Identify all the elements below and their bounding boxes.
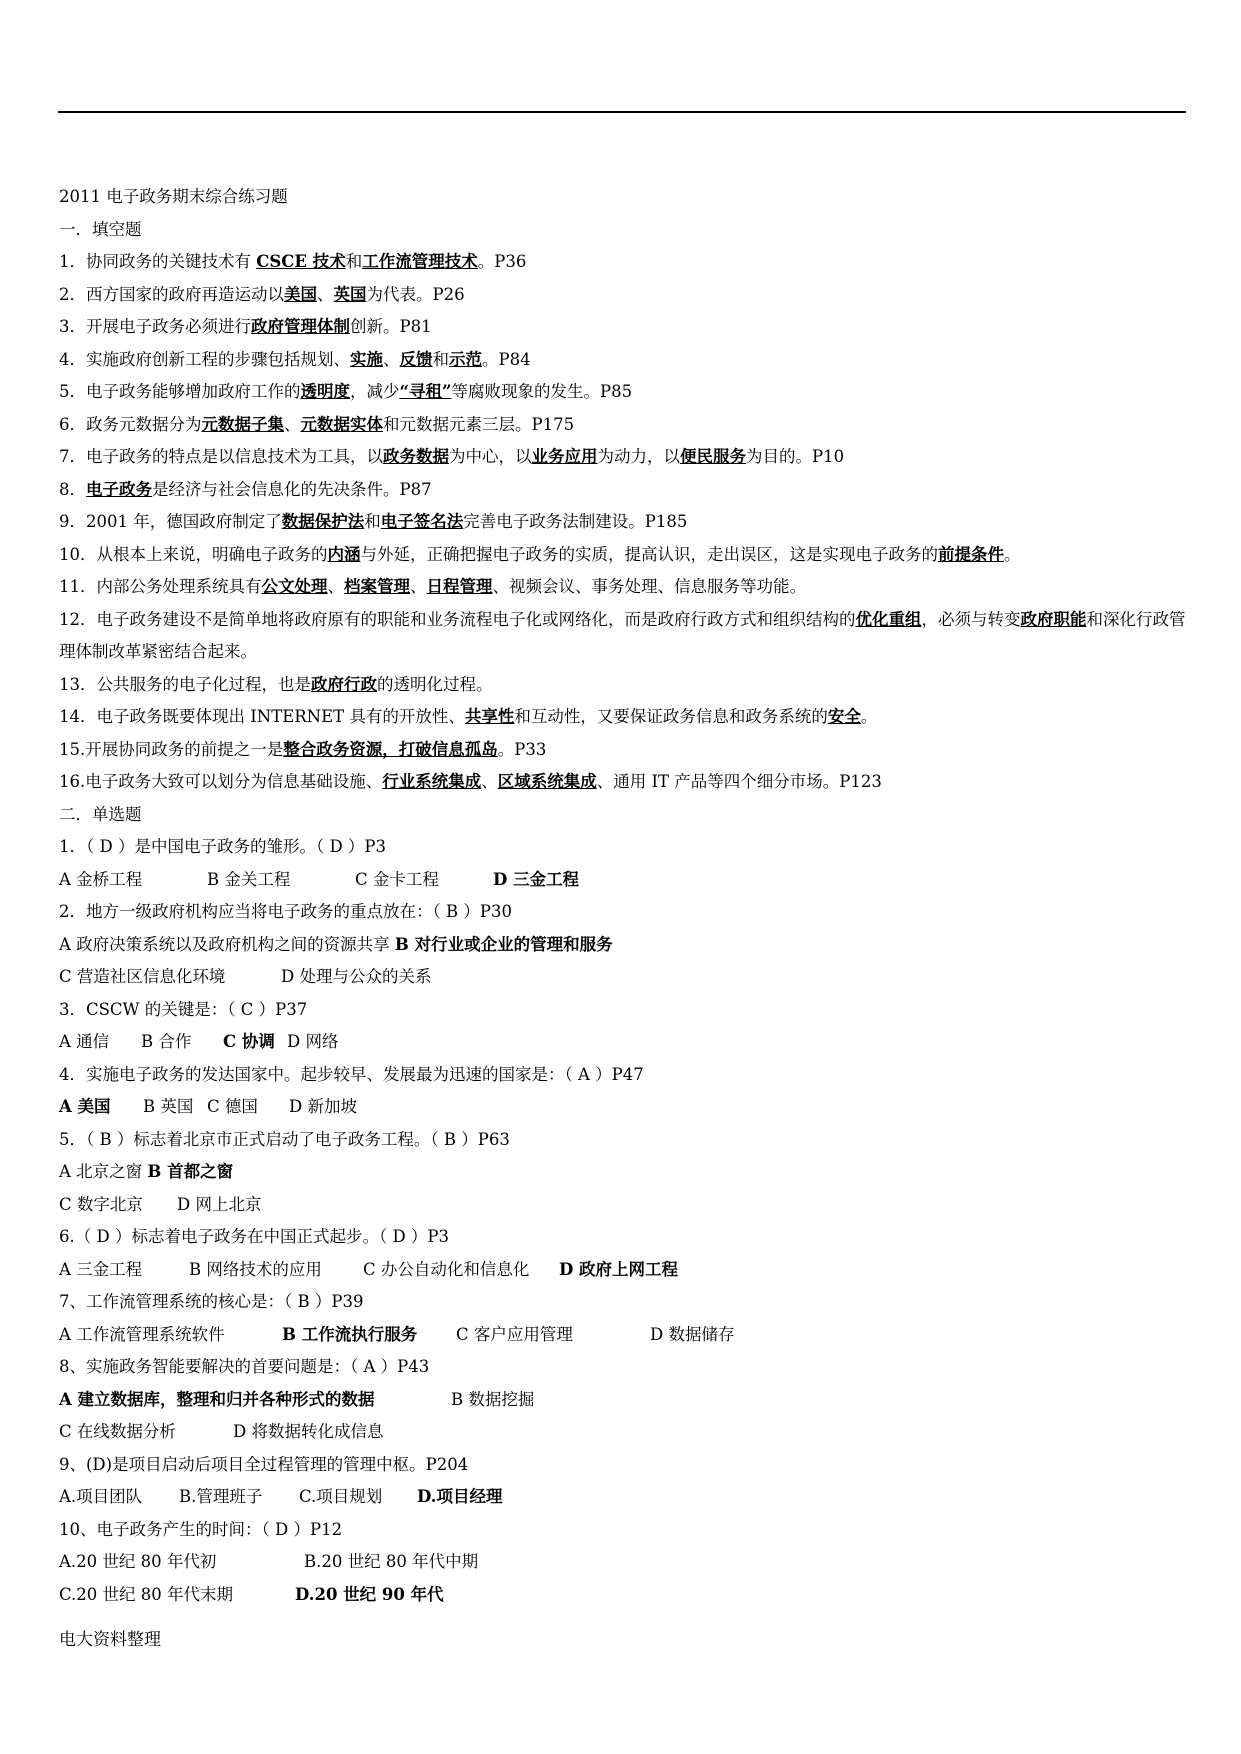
text-run: 、: [327, 577, 344, 596]
text-run: 、: [284, 414, 301, 434]
option-a: A 金桥工程: [59, 869, 143, 889]
header-rule: [58, 111, 1186, 113]
text-run: 与外延，正确把握电子政务的实质，提高认识，走出误区，这是实现电子政务的: [360, 544, 938, 564]
option-d: D 将数据转化成信息: [233, 1422, 384, 1441]
fill-question-14: [59, 701, 1189, 734]
option-a-correct: A 美国: [59, 1097, 111, 1116]
option-c-correct: C 协调: [223, 1032, 275, 1051]
fill-question-11: [59, 571, 1189, 604]
choice-options-5a: [59, 1156, 1189, 1189]
option-d-correct: D 三金工程: [493, 869, 580, 889]
text-run: 为代表。P26: [366, 284, 465, 304]
option-b: B 英国: [143, 1097, 194, 1116]
text-run: 15.开展协同政务的前提之一是: [59, 739, 284, 759]
answer: 实施: [350, 349, 383, 369]
answer: 内涵: [327, 544, 361, 564]
text-run: 和元数据元素三层。P175: [383, 414, 575, 434]
section-heading-single-choice: 二．单选题: [59, 804, 142, 824]
text-run: 9．2001 年，德国政府制定了: [59, 512, 282, 531]
choice-options-6: [59, 1254, 1189, 1287]
fill-question-15: [59, 734, 1189, 767]
option-b-correct: B 工作流执行服务: [282, 1324, 418, 1344]
option-d: D 网络: [287, 1032, 339, 1051]
text-run: 为目的。P10: [746, 447, 845, 466]
fill-question-4: [59, 344, 1189, 377]
answer: 档案管理: [344, 577, 410, 596]
choice-question-1: 1．（ D ）是中国电子政务的雏形。（ D ）P3: [59, 837, 387, 856]
option-b-correct: B 对行业或企业的管理和服务: [394, 934, 613, 954]
option-d-correct: D.项目经理: [417, 1487, 503, 1506]
answer: 英国: [333, 284, 367, 304]
text-run: 、视频会议、事务处理、信息服务等功能。: [492, 577, 806, 596]
text-run: 、: [383, 349, 400, 369]
text-run: 和: [364, 512, 381, 531]
choice-question-9: 9、(D)是项目启动后项目全过程管理的管理中枢。P204: [59, 1454, 469, 1474]
option-d-correct: D 政府上网工程: [559, 1259, 679, 1279]
text-run: 1．协同政务的关键技术有: [59, 252, 257, 271]
fill-question-6: [59, 409, 1189, 442]
fill-question-5: [59, 376, 1189, 409]
choice-options-9: [59, 1481, 1189, 1514]
option-b-correct: B 首都之窗: [147, 1162, 234, 1181]
doc-title: 2011 电子政务期末综合练习题: [59, 187, 288, 206]
text-run: 。: [860, 707, 878, 726]
option-d-correct: D.20 世纪 90 年代: [295, 1584, 444, 1604]
choice-question-10: 10、电子政务产生的时间：（ D ）P12: [59, 1519, 343, 1539]
text-run: 和互动性，又要保证政务信息和政务系统的: [514, 707, 828, 726]
choice-options-3: [59, 1026, 1189, 1059]
answer: 电子签名法: [380, 512, 464, 531]
option-c: C.20 世纪 80 年代末期: [59, 1584, 234, 1604]
choice-options-8a: [59, 1384, 1189, 1417]
answer: 公文处理: [261, 577, 328, 596]
choice-options-5b: [59, 1189, 1189, 1222]
choice-question-6: 6.（ D ）标志着电子政务在中国正式起步。（ D ）P3: [59, 1227, 450, 1246]
option-a: A 三金工程: [59, 1259, 143, 1279]
choice-question-4: 4．实施电子政务的发达国家中。起步较早、发展最为迅速的国家是：（ A ）P47: [59, 1064, 644, 1084]
text-run: 。P36: [477, 252, 527, 271]
option-c: C 金卡工程: [355, 869, 439, 889]
answer: 元数据子集: [201, 414, 284, 434]
text-run: 和深化行政管理体制改革紧密结合起来。: [59, 609, 1186, 661]
text-run: 为动力，以: [597, 447, 680, 466]
answer: 元数据实体: [300, 414, 383, 434]
option-b: B.20 世纪 80 年代中期: [304, 1552, 479, 1571]
answer: 便民服务: [680, 447, 746, 466]
text-run: 和: [345, 252, 363, 271]
choice-question-3: 3．CSCW 的关键是：（ C ）P37: [59, 999, 308, 1019]
text-run: 和: [432, 349, 449, 369]
option-b: B 数据挖掘: [451, 1389, 535, 1409]
answer: 透明度: [300, 382, 350, 401]
choice-question-5: 5．（ B ）标志着北京市正式启动了电子政务工程。（ B ）P63: [59, 1129, 510, 1149]
option-b: B 合作: [141, 1032, 192, 1051]
text-run: 等腐败现象的发生。P85: [451, 382, 633, 401]
fill-question-1: [59, 246, 1189, 279]
answer: 政务数据: [383, 447, 449, 466]
option-a-correct: A 建立数据库，整理和归并各种形式的数据: [59, 1389, 375, 1409]
option-a: A 工作流管理系统软件: [59, 1324, 225, 1344]
text-run: ，必须与转变: [921, 609, 1021, 629]
answer: CSCE 技术: [256, 252, 346, 271]
text-run: 7．电子政务的特点是以信息技术为工具，以: [59, 447, 383, 466]
option-c: C 客户应用管理: [456, 1324, 573, 1344]
option-c: C 德国: [207, 1097, 258, 1116]
option-d: D 数据储存: [650, 1324, 735, 1344]
answer: 数据保护法: [281, 512, 365, 531]
answer: 行业系统集成: [382, 772, 482, 791]
answer: 日程管理: [426, 577, 493, 596]
answer: 前提条件: [938, 544, 1004, 564]
answer: 反馈: [399, 349, 433, 369]
option-d: D 网上北京: [177, 1194, 262, 1214]
text-run: 13．公共服务的电子化过程，也是: [59, 674, 311, 694]
text-run: 3．开展电子政务必须进行: [59, 317, 251, 336]
option-d: D 新加坡: [289, 1097, 357, 1116]
option-a: A 通信: [59, 1032, 110, 1051]
fill-question-2: [59, 279, 1189, 312]
choice-options-4: [59, 1091, 1189, 1124]
page-footer: 电大资料整理: [59, 1630, 161, 1650]
fill-question-3: [59, 311, 1189, 344]
choice-question-7: 7、工作流管理系统的核心是：（ B ）P39: [59, 1292, 364, 1311]
text-run: 、: [410, 577, 427, 596]
choice-question-2: 2．地方一级政府机构应当将电子政务的重点放在：（ B ）P30: [59, 902, 512, 921]
choice-options-7: [59, 1319, 1189, 1352]
text-run: 2．西方国家的政府再造运动以: [59, 284, 284, 304]
answer: 政府管理体制: [251, 317, 350, 336]
choice-options-2a: [59, 929, 1189, 962]
option-b: B 金关工程: [207, 869, 291, 889]
fill-question-16: [59, 766, 1189, 799]
answer: 电子政务: [86, 479, 152, 499]
text-run: 。P33: [497, 739, 547, 759]
text-run: 、: [317, 284, 334, 304]
text-run: 16.电子政务大致可以划分为信息基础设施、: [59, 772, 383, 791]
choice-options-8b: [59, 1416, 1189, 1449]
text-run: 6．政务元数据分为: [59, 414, 202, 434]
choice-question-8: 8、实施政务智能要解决的首要问题是：（ A ）P43: [59, 1357, 430, 1376]
option-d: D 处理与公众的关系: [281, 967, 432, 986]
text-run: 。P84: [482, 349, 531, 369]
fill-question-12: [59, 604, 1189, 669]
text-run: 的透明化过程。: [377, 674, 493, 694]
answer: 示范: [449, 349, 482, 369]
answer: 整合政务资源，打破信息孤岛: [283, 739, 498, 759]
fill-question-8: [59, 474, 1189, 507]
answer: 政府行政: [311, 674, 377, 694]
text-run: 完善电子政务法制建设。P185: [463, 512, 688, 531]
answer: 共享性: [464, 707, 515, 726]
answer: 优化重组: [855, 609, 922, 629]
option-c: C.项目规划: [299, 1487, 383, 1506]
choice-options-2b: [59, 961, 1189, 994]
option-c: C 数字北京: [59, 1194, 143, 1214]
text-run: 5．电子政务能够增加政府工作的: [59, 382, 301, 401]
fill-question-7: [59, 441, 1189, 474]
option-c: C 营造社区信息化环境: [59, 967, 226, 986]
answer: 工作流管理技术: [362, 252, 478, 271]
text-run: 14．电子政务既要体现出 INTERNET 具有的开放性、: [59, 707, 465, 726]
choice-options-10b: [59, 1579, 1189, 1612]
choice-options-1: [59, 864, 1189, 897]
text-run: 是经济与社会信息化的先决条件。P87: [152, 479, 432, 499]
option-c: C 办公自动化和信息化: [363, 1259, 530, 1279]
section-heading-fill-blank: 一．填空题: [59, 219, 142, 239]
answer: 美国: [284, 284, 317, 304]
answer: 安全: [827, 707, 861, 726]
choice-options-10a: [59, 1546, 1189, 1579]
text-run: 为中心，以: [449, 447, 532, 466]
answer: 业务应用: [531, 447, 598, 466]
fill-question-13: [59, 669, 1189, 702]
option-a: A.项目团队: [59, 1487, 143, 1506]
answer: 区域系统集成: [497, 772, 597, 791]
text-run: 8．: [59, 479, 86, 499]
text-run: 10．从根本上来说，明确电子政务的: [59, 544, 328, 564]
text-run: ，减少: [350, 382, 400, 401]
document-body: [59, 181, 1189, 1611]
option-a: A.20 世纪 80 年代初: [59, 1552, 217, 1571]
text-run: 、通用 IT 产品等四个细分市场。P123: [596, 772, 882, 791]
text-run: 11．内部公务处理系统具有: [59, 577, 262, 596]
option-a: A 政府决策系统以及政府机构之间的资源共享: [59, 934, 395, 954]
answer: 政府职能: [1020, 609, 1087, 629]
text-run: 12．电子政务建设不是简单地将政府原有的职能和业务流程电子化或网络化，而是政府行政方式和组织结构的: [59, 609, 856, 629]
fill-question-9: [59, 506, 1189, 539]
option-c: C 在线数据分析: [59, 1422, 176, 1441]
text-run: 、: [481, 772, 498, 791]
option-a: A 北京之窗: [59, 1162, 148, 1181]
text-run: 创新。P81: [350, 317, 432, 336]
text-run: 4．实施政府创新工程的步骤包括规划、: [59, 349, 350, 369]
fill-question-10: [59, 539, 1189, 572]
option-b: B.管理班子: [179, 1487, 263, 1506]
option-b: B 网络技术的应用: [189, 1259, 322, 1279]
text-run: 。: [1004, 544, 1021, 564]
answer: “寻租”: [399, 382, 452, 401]
